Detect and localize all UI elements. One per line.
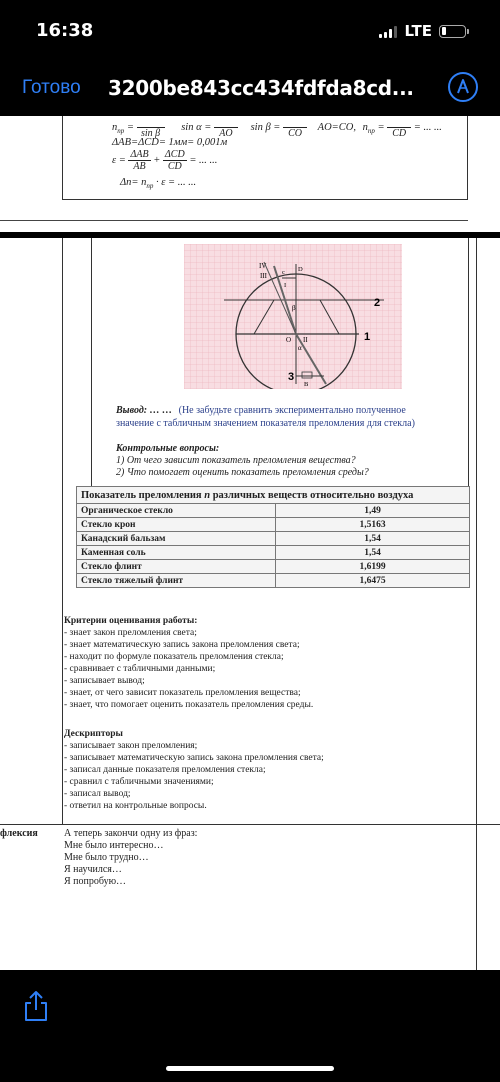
- document-page-1: [0, 116, 500, 232]
- criteria-item: - знает, от чего зависит показатель преломления вещества;: [64, 688, 301, 698]
- conclusion-hint-2: значение с табличным значением показателя преломления для стекла): [116, 418, 415, 429]
- eps-fraction-1: $\frac{\text{ΔAB}}{AB}$: [130, 149, 149, 172]
- substance-name: Стекло крон: [77, 518, 276, 532]
- criteria-heading: Критерии оценивания работы:: [64, 616, 198, 626]
- network-type: LTE: [404, 22, 432, 40]
- epsilon-formula: ε = $\frac{\text{ΔAB}}{AB}$ + $\frac{\text{ΔCD}}{CD}$ = ... ...: [112, 149, 218, 172]
- label-i: I: [284, 282, 287, 289]
- refraction-diagram: [184, 244, 402, 389]
- substance-name: Стекло тяжелый флинт: [77, 574, 276, 588]
- navigation-bar: [0, 62, 500, 116]
- descriptor-item: - записывает закон преломления;: [64, 741, 198, 751]
- npr-label-2: $n_{пр}$ =: [362, 121, 385, 135]
- descriptor-item: - сравнил с табличными значениями;: [64, 777, 214, 787]
- label-3: 3: [288, 371, 295, 383]
- table-row: [77, 546, 470, 560]
- reflection-block: [64, 828, 197, 888]
- sin-beta-fraction: sin β: [137, 116, 165, 139]
- index-value: 1,49: [276, 504, 470, 518]
- sin-alpha-label: sin α =: [181, 121, 212, 133]
- label-beta: β: [292, 304, 296, 312]
- criteria-block: [64, 615, 313, 711]
- reflection-line: Мне было интересно…: [64, 840, 164, 851]
- descriptors-heading: Дескрипторы: [64, 729, 123, 739]
- npr-label: $n_{пр}$ =: [112, 121, 134, 135]
- question-2: 2) Что помогает оценить показатель преломления среды?: [116, 467, 369, 478]
- index-value: 1,54: [276, 532, 470, 546]
- table-header-row: [77, 487, 470, 504]
- substance-name: Органическое стекло: [77, 504, 276, 518]
- battery-icon: [439, 25, 466, 38]
- criteria-item: - знает закон преломления света;: [64, 628, 197, 638]
- document-page-2: [0, 238, 500, 970]
- label-iv: IV: [259, 262, 267, 270]
- criteria-item: - сравнивает с табличными данными;: [64, 664, 216, 674]
- label-o: O: [286, 336, 292, 344]
- table-row: [77, 518, 470, 532]
- label-c: c: [282, 269, 285, 276]
- table-row: [77, 532, 470, 546]
- label-b: B: [304, 381, 309, 388]
- label-d: D: [298, 266, 303, 273]
- label-iii: III: [260, 272, 267, 280]
- table-row: [77, 560, 470, 574]
- conclusion-hint-1: (Не забудьте сравнить экспериментально полученное: [178, 405, 406, 416]
- criteria-item: - знает, что помогает оценить показатель преломления среды.: [64, 700, 314, 710]
- descriptors-block: [64, 728, 324, 812]
- status-indicators: [379, 22, 466, 40]
- criteria-item: - находит по формуле показатель преломления стекла;: [64, 652, 284, 662]
- table-inner-line: [91, 238, 92, 486]
- refraction-index-table: [76, 486, 470, 588]
- label-ii: II: [303, 336, 308, 344]
- substance-name: Стекло флинт: [77, 560, 276, 574]
- table-col-line: [62, 238, 63, 824]
- ao-co-label: AO=CO,: [317, 121, 356, 133]
- table-col-line: [476, 238, 477, 970]
- criteria-item: - записывает вывод;: [64, 676, 145, 686]
- delta-line: ΔAB=ΔCD= 1мм= 0,001м: [112, 137, 228, 148]
- index-value: 1,54: [276, 546, 470, 560]
- result-dots: = ... ...: [413, 121, 442, 133]
- substance-name: Канадский бальзам: [77, 532, 276, 546]
- reflection-line: А теперь закончи одну из фраз:: [64, 828, 198, 839]
- descriptor-item: - ответил на контрольные вопросы.: [64, 801, 207, 811]
- sin-beta-label: sin β =: [250, 121, 281, 133]
- ao-fraction: AO: [214, 116, 238, 139]
- reflection-line: Я научился…: [64, 864, 122, 875]
- table-row: [77, 504, 470, 518]
- reflection-label: флексия: [0, 828, 38, 839]
- reflection-line: Мне было трудно…: [64, 852, 149, 863]
- co-fraction: CO: [283, 116, 307, 139]
- index-value: 1,6199: [276, 560, 470, 574]
- descriptor-item: - записал данные показателя преломления стекла;: [64, 765, 266, 775]
- conclusion-label: Вывод: … …: [116, 405, 173, 416]
- page1-bottom-rule: [0, 220, 468, 221]
- conclusion-line-1: [116, 405, 406, 417]
- reflection-line: Я попробую…: [64, 876, 127, 887]
- cd-fraction: CD: [387, 116, 411, 139]
- questions-heading: Контрольные вопросы:: [116, 443, 220, 454]
- signal-icon: [379, 25, 397, 38]
- label-1: 1: [364, 331, 371, 343]
- question-1: 1) От чего зависит показатель преломления вещества?: [116, 455, 356, 466]
- home-indicator[interactable]: [166, 1066, 334, 1071]
- table-inner-line: [468, 238, 469, 486]
- label-2: 2: [374, 297, 381, 309]
- table-row: [77, 574, 470, 588]
- document-title: 3200be843cc434fdfda8cd...: [108, 76, 414, 100]
- index-value: 1,5163: [276, 518, 470, 532]
- markup-pen-icon[interactable]: [448, 72, 478, 102]
- status-bar: [0, 0, 500, 62]
- table-row-line: [0, 824, 500, 825]
- share-icon[interactable]: [23, 990, 49, 1022]
- snell-formula-row: [112, 116, 442, 139]
- descriptor-item: - записал вывод;: [64, 789, 131, 799]
- delta-n-formula: $\Delta n= n_{пр} \cdot \varepsilon$ = ... ...: [120, 177, 197, 191]
- done-button[interactable]: Готово: [22, 77, 81, 98]
- eps-fraction-2: $\frac{\text{ΔCD}}{CD}$: [164, 149, 185, 172]
- descriptor-item: - записывает математическую запись закона преломления света;: [64, 753, 324, 763]
- status-time: 16:38: [36, 20, 94, 41]
- label-alpha: α: [298, 344, 302, 352]
- criteria-item: - знает математическую запись закона преломления света;: [64, 640, 300, 650]
- table-title: Показатель преломления n различных веществ относительно воздуха: [77, 487, 470, 504]
- index-value: 1,6475: [276, 574, 470, 588]
- substance-name: Каменная соль: [77, 546, 276, 560]
